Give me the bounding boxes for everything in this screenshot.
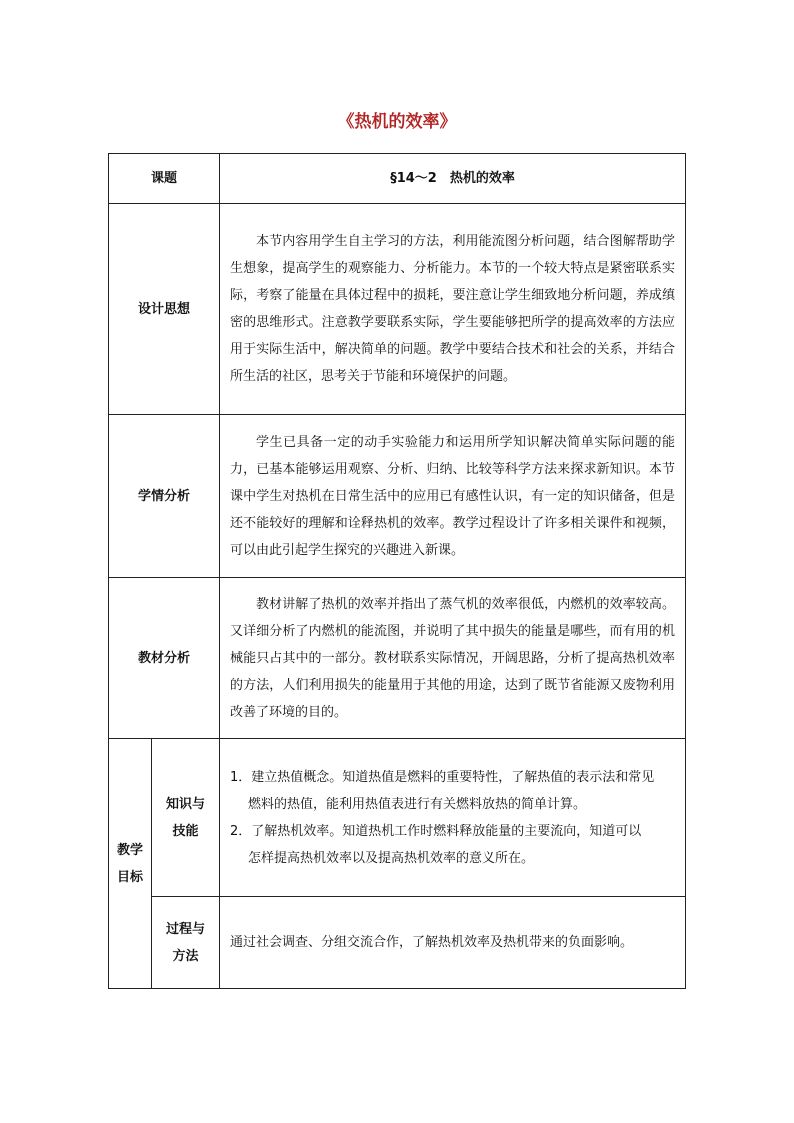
row-knowledge [109,739,686,897]
design-text: 本节内容用学生自主学习的方法，利用能流图分析问题，结合图解帮助学生想象，提高学生的观察能力、分析能力。本节的一个较大特点是紧密联系实际，考察了能量在具体过程中的损耗，要注意让学生细致地分析问题，养成缜密的思维形式。注意教学要联系实际，学生要能够把所学的提高效率的方法应用于实际生活中，解决简单的问题。教学中要结合技术和社会的关系，并结合所生活的社区，思考关于节能和环境保护的问题。 [230,234,676,384]
process-label-text: 过程与方法 [165,921,205,964]
textbook-cell [220,578,686,739]
knowledge-label [152,739,220,897]
objectives-label [109,739,152,989]
row-process [109,897,686,989]
document-title: 《热机的效率》 [337,112,457,132]
design-label: 设计思想 [109,204,220,415]
student-label: 学情分析 [109,415,220,578]
knowledge-item-1-cont: 燃料的热值，能利用热值表进行有关燃料放热的简单计算。 [248,796,587,812]
topic-label: 课题 [109,154,220,204]
knowledge-label-text: 知识与技能 [165,796,205,839]
student-text: 学生已具备一定的动手实验能力和运用所学知识解决简单实际问题的能力，已基本能够运用观察、分析、归纳、比较等科学方法来探求新知识。本节课中学生对热机在日常生活中的应用已有感性认识，有一定的知识储备，但是还不能较好的理解和诠释热机的效率。教学过程设计了许多相关课件和视频，可以由此引起学生探究的兴趣进入新课。 [230,434,676,558]
row-student [109,415,686,578]
row-design [109,204,686,415]
textbook-label: 教材分析 [109,578,220,739]
process-label [152,897,220,989]
objectives-label-text: 教学目标 [116,842,143,885]
process-text: 通过社会调查、分组交流合作，了解热机效率及热机带来的负面影响。 [230,935,634,950]
process-cell [220,897,686,989]
row-topic [109,154,686,204]
student-cell [220,415,686,578]
row-textbook [109,578,686,739]
knowledge-item-1: 1．建立热值概念。知道热值是燃料的重要特性，了解热值的表示法和常见 [230,769,655,785]
knowledge-item-2: 2．了解热机效率。知道热机工作时燃料释放能量的主要流向，知道可以 [230,823,642,839]
topic-value: §14～2 热机的效率 [220,154,686,204]
textbook-text: 教材讲解了热机的效率并指出了蒸气机的效率很低，内燃机的效率较高。又详细分析了内燃机的能流图，并说明了其中损失的能量是哪些，而有用的机械能只占其中的一部分。教材联系实际情况，开阔思路，分析了提高热机效率的方法，人们利用损失的能量用于其他的用途，达到了既节省能源又废物利用改善了环境的目的。 [230,596,676,720]
knowledge-item-2-cont: 怎样提高热机效率以及提高热机效率的意义所在。 [248,850,535,866]
knowledge-cell [220,739,686,897]
design-cell [220,204,686,415]
lesson-plan-table [108,153,686,989]
